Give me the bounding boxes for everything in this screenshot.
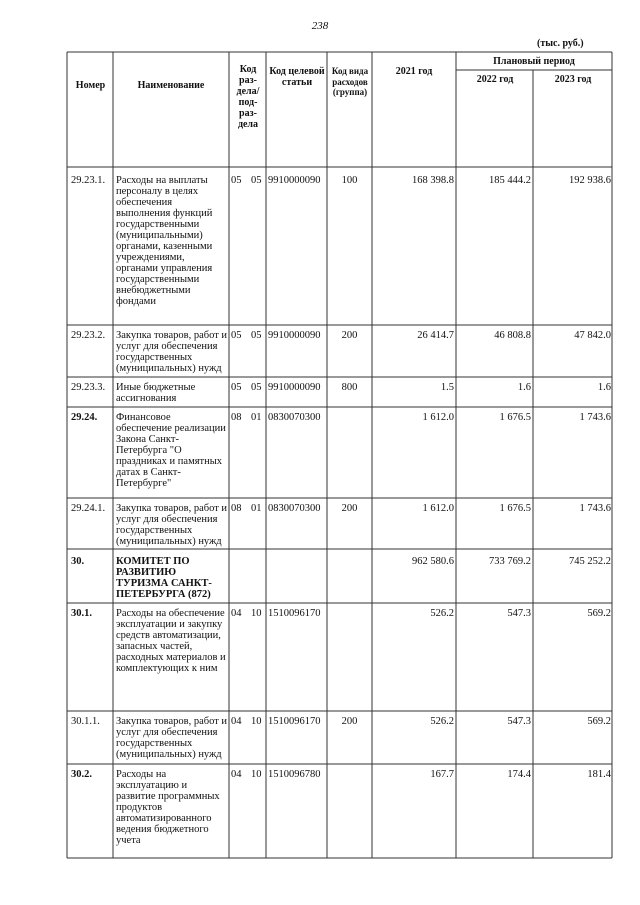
- row-name: Закупка товаров, работ и услуг для обеспечения государственных (муниципальных) нужд: [116, 330, 228, 374]
- row-value-2021: 1.5: [440, 382, 454, 393]
- header-plan-period: Плановый период: [493, 56, 575, 67]
- row-number: 30.2.: [71, 769, 92, 780]
- row-subsection: 05: [251, 330, 262, 341]
- row-target-code: 0830070300: [268, 412, 321, 423]
- row-number: 30.: [71, 556, 85, 567]
- header-2021: 2021 год: [395, 66, 433, 77]
- row-value-2022: 1 676.5: [499, 412, 531, 423]
- row-name: Расходы на обеспечение эксплуатации и закупку средств автоматизации, запасных частей, расходных материалов и комплектующих к ним: [116, 608, 226, 674]
- row-subsection: 01: [251, 412, 262, 423]
- row-section: 05: [231, 382, 242, 393]
- row-value-2021: 168 398.8: [412, 175, 454, 186]
- row-value-2023: 745 252.2: [569, 556, 611, 567]
- row-name: Расходы на эксплуатацию и развитие программных продуктов автоматизированного ведения бюджетного учета: [116, 769, 220, 846]
- row-section: 04: [231, 769, 242, 780]
- page-number: 238: [311, 20, 329, 32]
- header-name: Наименование: [137, 80, 205, 91]
- row-target-code: 9910000090: [268, 175, 321, 186]
- row-value-2021: 167.7: [430, 769, 454, 780]
- row-target-code: 1510096170: [268, 716, 321, 727]
- row-expense-type: 800: [341, 382, 358, 393]
- row-section: 04: [231, 716, 242, 727]
- row-value-2022: 1 676.5: [499, 503, 531, 514]
- row-value-2021: 26 414.7: [417, 330, 454, 341]
- row-subsection: 10: [251, 608, 262, 619]
- row-section: 08: [231, 412, 242, 423]
- header-section-code: Код раз-дела/ под-раз-дела: [236, 64, 260, 130]
- row-name: Закупка товаров, работ и услуг для обеспечения государственных (муниципальных) нужд: [116, 716, 228, 760]
- header-expense-code: Код вида расходов (группа): [331, 66, 369, 97]
- row-target-code: 1510096780: [268, 769, 321, 780]
- row-value-2022: 174.4: [507, 769, 531, 780]
- row-expense-type: 200: [341, 716, 358, 727]
- row-subsection: 01: [251, 503, 262, 514]
- row-number: 29.23.3.: [71, 382, 106, 393]
- row-name: КОМИТЕТ ПО РАЗВИТИЮ ТУРИЗМА САНКТ-ПЕТЕРБУРГА (872): [116, 556, 212, 600]
- row-value-2022: 185 444.2: [489, 175, 531, 186]
- row-target-code: 9910000090: [268, 382, 321, 393]
- row-number: 30.1.: [71, 608, 92, 619]
- row-number: 29.24.1.: [71, 503, 106, 514]
- row-value-2021: 1 612.0: [422, 503, 454, 514]
- row-value-2022: 733 769.2: [489, 556, 531, 567]
- row-number: 29.23.2.: [71, 330, 106, 341]
- row-expense-type: 200: [341, 503, 358, 514]
- row-target-code: 0830070300: [268, 503, 321, 514]
- row-name: Закупка товаров, работ и услуг для обеспечения государственных (муниципальных) нужд: [116, 503, 228, 547]
- row-number: 29.23.1.: [71, 175, 106, 186]
- row-value-2023: 1 743.6: [579, 503, 611, 514]
- row-value-2023: 1.6: [597, 382, 611, 393]
- header-number: Номер: [75, 80, 106, 91]
- row-value-2021: 526.2: [430, 608, 454, 619]
- row-subsection: 10: [251, 769, 262, 780]
- row-value-2022: 1.6: [517, 382, 531, 393]
- header-2023: 2023 год: [554, 74, 592, 85]
- row-value-2023: 181.4: [587, 769, 611, 780]
- row-value-2021: 962 580.6: [412, 556, 454, 567]
- row-value-2023: 1 743.6: [579, 412, 611, 423]
- row-name: Расходы на выплаты персоналу в целях обеспечения выполнения функций государственными (муниципальными) органами, казенными учреждениями, органами управления государственными внебюджетными фондами: [116, 175, 213, 307]
- row-value-2023: 192 938.6: [569, 175, 611, 186]
- header-2022: 2022 год: [476, 74, 514, 85]
- row-name: Иные бюджетные ассигнования: [116, 382, 196, 404]
- row-section: 05: [231, 175, 242, 186]
- row-subsection: 05: [251, 175, 262, 186]
- row-value-2023: 569.2: [587, 608, 611, 619]
- row-subsection: 10: [251, 716, 262, 727]
- row-target-code: 1510096170: [268, 608, 321, 619]
- header-target-code: Код целевой статьи: [269, 66, 325, 88]
- row-section: 05: [231, 330, 242, 341]
- row-value-2023: 47 842.0: [574, 330, 611, 341]
- row-value-2023: 569.2: [587, 716, 611, 727]
- row-value-2021: 1 612.0: [422, 412, 454, 423]
- row-number: 29.24.: [71, 412, 98, 423]
- row-section: 04: [231, 608, 242, 619]
- row-target-code: 9910000090: [268, 330, 321, 341]
- row-name: Финансовое обеспечение реализации Закона Санкт-Петербурга "О праздниках и памятных датах в Санкт-Петербурге": [116, 412, 226, 489]
- row-section: 08: [231, 503, 242, 514]
- row-number: 30.1.1.: [71, 716, 100, 727]
- units-label: (тыс. руб.): [537, 38, 584, 49]
- row-value-2022: 547.3: [507, 716, 531, 727]
- row-expense-type: 200: [341, 330, 358, 341]
- row-value-2021: 526.2: [430, 716, 454, 727]
- row-value-2022: 46 808.8: [494, 330, 531, 341]
- row-subsection: 05: [251, 382, 262, 393]
- row-expense-type: 100: [341, 175, 358, 186]
- row-value-2022: 547.3: [507, 608, 531, 619]
